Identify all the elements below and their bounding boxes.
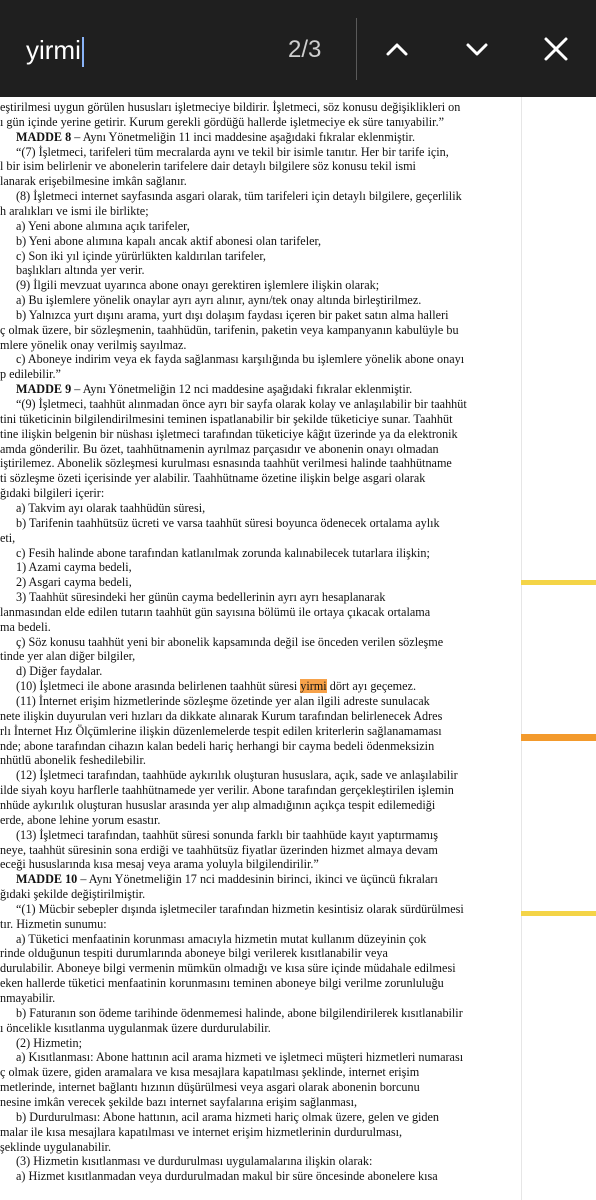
- document-line: (12) İşletmeci tarafından, taahhüde aykırılık oluşturan hususlara, açık, sade ve anlaşılabilir: [16, 768, 458, 783]
- document-line: [16, 129, 415, 145]
- line-text: – Aynı Yönetmeliğin 12 nci maddesine aşağıdaki fıkralar eklenmiştir.: [71, 382, 413, 397]
- document-line: 3) Taahhüt süresindeki her günün cayma bedellerinin ayrı ayrı hesaplanarak: [16, 590, 386, 605]
- document-line: nesine imkân verecek şekilde bazı internet sayfalarına erişim sağlanması,: [0, 1094, 358, 1109]
- article-number: MADDE 10: [16, 872, 78, 887]
- match-marker[interactable]: [521, 580, 596, 585]
- document-line: lanarak erişebilmesine imkân sağlanır.: [0, 174, 187, 189]
- document-line: (13) İşletmeci tarafından, taahhüt süresi sonunda farklı bir taahhüde kayıt yaptırmamış: [16, 827, 439, 842]
- document-line: nhütlü abonelik feshedilebilir.: [0, 753, 146, 768]
- document-line: (2) Hizmetin;: [16, 1035, 82, 1050]
- document-line: l bir isim belirlenir ve abonelerin tarifelere dair detaylı bilgilere söz konusu tekil ismi: [0, 159, 416, 174]
- article-number: MADDE 9: [16, 382, 72, 397]
- previous-match-button[interactable]: [377, 29, 417, 69]
- document-line: ma bedeli.: [0, 619, 51, 634]
- document-line: nete ilişkin duyurulan veri hızları da dikkate alınarak Kurum tarafından belirlenecek Adres: [0, 708, 443, 723]
- document-line: nhüde aykırılık oluşturan hususlar arasında yer alıp almadığının açıkça tespit edilemediği: [0, 797, 436, 812]
- document-line: “(9) İşletmeci, taahhüt alınmadan önce ayrı bir sayfa olarak kolay ve anlaşılabilir bir taahhüt: [16, 397, 467, 411]
- document-line: rlı İnternet Hız Ölçümlerine ilişkin düzenlemelerde tespit edilen kriterlerin sağlanamaması: [0, 723, 442, 738]
- document-line: erde, abone lehine yorum esastır.: [0, 812, 161, 827]
- document-line: a) Tüketici menfaatinin korunması amacıyla hizmetin mutat kullanım düzeyinin çok: [16, 931, 427, 946]
- search-match-highlight: yirmi: [300, 679, 327, 694]
- document-line: eceği hususlarında kısa mesaj veya arama yoluyla bilgilendirilir.”: [0, 857, 319, 872]
- document-line: ilde siyah koyu harflerle taahhütnamede yer verilir. Abone tarafından gerçekleştirilen işlemin: [0, 783, 454, 798]
- document-line: iştirilemez. Abonelik sözleşmesi kurulması esnasında taahhüt verilmesi halinde taahhütname: [0, 456, 452, 471]
- document-line: 1) Azami cayma bedeli,: [16, 560, 132, 575]
- document-line: a) Yeni abone alımına açık tarifeler,: [16, 218, 190, 233]
- document-line: tine ilişkin belgenin bir nüshası işletmeci tarafından tüketiciye kâğıt üzerinde ya da elektronik: [0, 426, 458, 441]
- document-line: mlere yönelik onay verilmiş sayılmaz.: [0, 337, 187, 352]
- document-line: p edilebilir.”: [0, 367, 61, 382]
- find-in-page-bar: [0, 0, 596, 97]
- document-line: “(7) İşletmeci, tarifeleri tüm mecralarda aynı ve tekil bir isimle tanıtır. Her bir tarife için,: [16, 144, 449, 159]
- document-line: h aralıkları ve ismi ile birlikte;: [0, 203, 149, 218]
- document-line: neye, taahhüt süresinin sona erdiği ve taahhütsüz fiyatlar üzerinden hizmet almaya devam: [0, 842, 438, 857]
- document-line: başlıkları altında yer verir.: [16, 263, 145, 278]
- document-line: (8) İşletmeci internet sayfasında asgari olarak, tüm tarifeleri için detaylı bilgilere, geçerlilik: [16, 189, 462, 204]
- document-line: “(1) Mücbir sebepler dışında işletmeciler tarafından hizmetin kesintisiz olarak sürdürülmesi: [16, 901, 464, 916]
- document-line: 2) Asgari cayma bedeli,: [16, 575, 132, 590]
- line-text: (10) İşletmeci ile abone arasında belirlenen taahhüt süresi: [16, 679, 301, 694]
- find-input[interactable]: [26, 30, 266, 70]
- next-match-button[interactable]: [457, 29, 497, 69]
- line-text: dört ayı geçemez.: [326, 679, 417, 694]
- document-line: rinde olduğunun tespiti durumlarında aboneye bilgi verilerek kısıtlanabilir veya: [0, 946, 388, 961]
- document-line: b) Yeni abone alımına kapalı ancak aktif abonesi olan tarifeler,: [16, 233, 322, 248]
- document-line: şeklinde uygulanabilir.: [0, 1139, 112, 1154]
- find-query: yirmi: [26, 35, 81, 65]
- document-line: a) Hizmet kısıtlanmadan veya durdurulmadan makul bir süre öncesinde abonelere kısa: [16, 1169, 438, 1184]
- document-line: ı gün içinde yerine getirir. Kurum gerekli gördüğü hallerde işletmeciye ek süre tanıyabilir.”: [0, 114, 445, 129]
- document-line: ti sözleşme özeti içerisinde yer alabilir. Taahhütname özetine ilişkin belge asgari olarak: [0, 471, 426, 486]
- document-page: [0, 97, 521, 1200]
- match-counter: 2/3: [288, 36, 322, 63]
- document-line: d) Diğer faydalar.: [16, 664, 103, 679]
- document-line: c) Aboneye indirim veya ek fayda sağlanması karşılığında bu işlemlere yönelik abone onayı: [16, 352, 465, 367]
- document-line: eştirilmesi uygun görülen hususları işletmeciye bildirir. İşletmeci, söz konusu değişiklikleri on: [0, 100, 461, 114]
- document-line: tini tüketicinin bilgilendirilmesini teminen ispatlanabilir bir şekilde tüketiciye sunar. Taahhüt: [0, 411, 453, 426]
- close-icon: [536, 29, 576, 69]
- article-number: MADDE 8: [16, 129, 72, 144]
- document-line: a) Takvim ayı olarak taahhüdün süresi,: [16, 500, 206, 515]
- document-line: ç olmak üzere, giden aramalara ve kısa mesajlara kapatılması şeklinde, internet erişim: [0, 1065, 420, 1080]
- document-line: b) Yalnızca yurt dışını arama, yurt dışı dolaşım faydası içeren bir paket satın alma halleri: [16, 307, 449, 322]
- document-line: a) Kısıtlanması: Abone hattının acil arama hizmeti ve işletmeci müşteri hizmetleri numarası: [16, 1050, 464, 1065]
- document-line: b) Faturanın son ödeme tarihinde ödenmemesi halinde, abone bilgilendirilerek kısıtlanabilir: [16, 1005, 463, 1020]
- document-line: (9) İlgili mevzuat uyarınca abone onayı gerektiren işlemlere ilişkin olarak;: [16, 278, 380, 293]
- document-line: durulabilir. Aboneye bilgi vermenin mümkün olmadığı ve kısa süre içinde müdahale edilmesi: [0, 961, 456, 976]
- scroll-track[interactable]: [521, 97, 596, 1200]
- document-line: nmayabilir.: [0, 991, 56, 1005]
- document-line: tır. Hizmetin sunumu:: [0, 916, 107, 931]
- chevron-down-icon: [457, 29, 497, 69]
- document-line: [16, 381, 412, 397]
- document-line: nde; abone tarafından cihazın kalan bedeli hariç herhangi bir cayma bedeli ödenmeksizin: [0, 738, 435, 753]
- document-line: ğıdaki şekilde değiştirilmiştir.: [0, 887, 146, 902]
- document-line: ç) Söz konusu taahhüt yeni bir abonelik kapsamında değil ise önceden verilen sözleşme: [16, 634, 444, 649]
- document-line: b) Durdurulması: Abone hattının, acil arama hizmeti hariç olmak üzere, gelen ve giden: [16, 1109, 440, 1124]
- text-caret: [82, 37, 84, 67]
- document-line: a) Bu işlemlere yönelik onaylar ayrı ayrı alınır, aynı/tek onay altında birleştirilmez.: [16, 293, 422, 308]
- document-line: tinde yer alan diğer bilgiler,: [0, 649, 136, 664]
- document-line: [16, 678, 416, 694]
- line-text: – Aynı Yönetmeliğin 17 nci maddesinin birinci, ikinci ve üçüncü fıkraları: [77, 872, 438, 887]
- close-find-button[interactable]: [536, 29, 576, 69]
- document-line: eti,: [0, 530, 16, 545]
- document-line: metlerinde, internet bağlantı hızının düşürülmesi veya asgari olarak abonenin borcunu: [0, 1080, 420, 1095]
- document-line: malar ile kısa mesajlara kapatılması ve internet erişim hizmetlerinin durdurulması,: [0, 1124, 403, 1139]
- match-marker[interactable]: [521, 911, 596, 916]
- document-line: ç olmak üzere, bir sözleşmenin, taahhüdün, tarifenin, paketin veya kampanyanın kabulüyle bu: [0, 322, 459, 337]
- document-line: eken hallerde tüketici menfaatinin korunmasını teminen aboneye bilgi verilme zorunluluğu: [0, 976, 444, 991]
- document-line: lanmasından elde edilen tutarın taahhüt gün sayısına bölümü ile ortaya çıkacak ortalama: [0, 604, 431, 619]
- document-line: [16, 871, 438, 887]
- page-edge: [521, 97, 522, 1200]
- document-line: b) Tarifenin taahhütsüz ücreti ve varsa taahhüt süresi boyunca ödenecek ortalama aylık: [16, 515, 440, 530]
- document-line: amda gönderilir. Bu özet, taahhütnamenin ayrılmaz parçasıdır ve abonenin onayı olmadan: [0, 441, 439, 456]
- toolbar-divider: [356, 18, 357, 80]
- document-line: c) Son iki yıl içinde yürürlükten kaldırılan tarifeler,: [16, 248, 266, 263]
- line-text: – Aynı Yönetmeliğin 11 inci maddesine aşağıdaki fıkralar eklenmiştir.: [71, 129, 416, 144]
- current-match-marker[interactable]: [521, 734, 596, 741]
- document-line: ı öncelikle kısıtlanma uygulanmak üzere durdurulabilir.: [0, 1020, 271, 1035]
- document-line: ğıdaki bilgileri içerir:: [0, 486, 105, 501]
- document-line: (11) İnternet erişim hizmetlerinde sözleşme özetinde yer alan ilgili adreste sunulacak: [16, 694, 430, 708]
- chevron-up-icon: [377, 29, 417, 69]
- document-line: (3) Hizmetin kısıtlanması ve durdurulması uygulamalarına ilişkin olarak:: [16, 1154, 373, 1169]
- document-line: c) Fesih halinde abone tarafından katlanılmak zorunda kalınabilecek tutarlara ilişkin;: [16, 545, 430, 560]
